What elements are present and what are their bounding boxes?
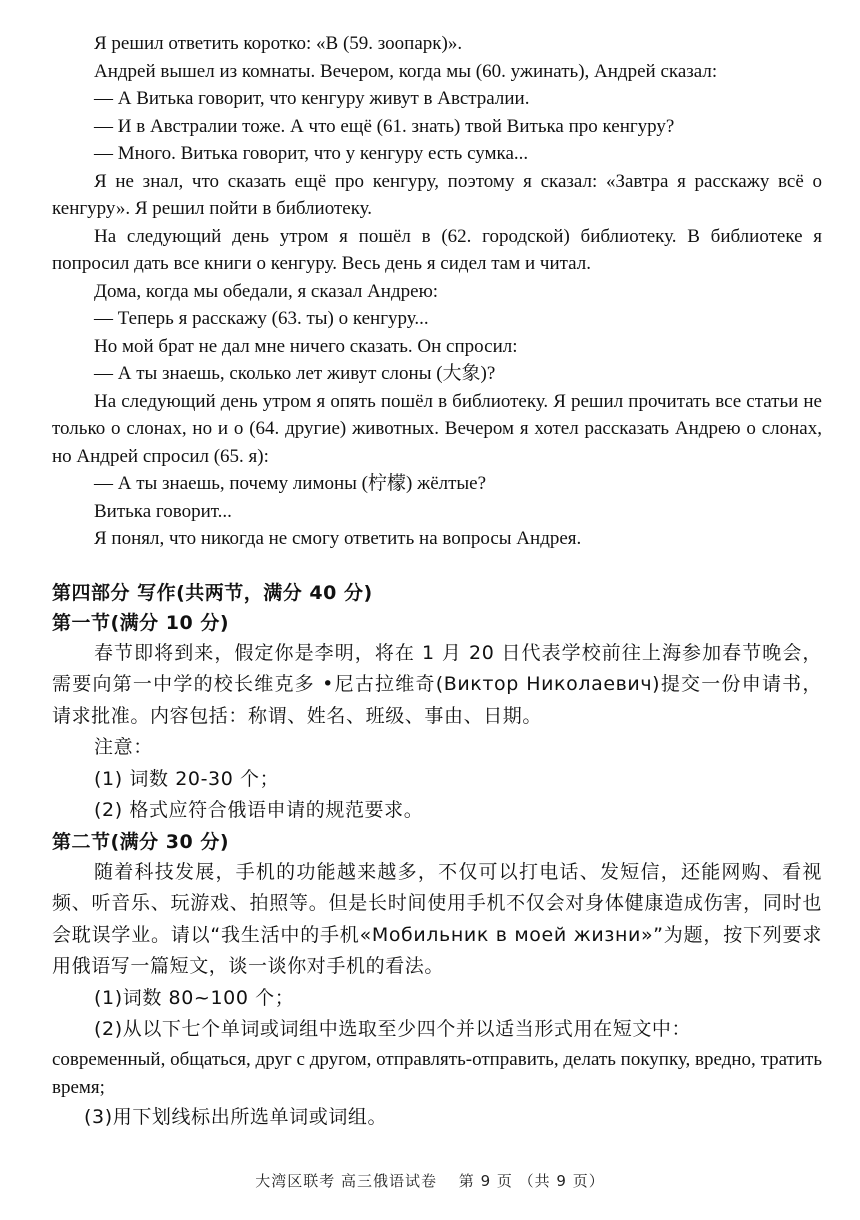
section1-title: 第一节(满分 10 分): [52, 611, 230, 634]
story-paragraph: На следующий день утром я опять пошёл в библиотеку. Я решил прочитать все статьи не только о слонах, но и о (64. другие) животных. Вечером я хотел рассказать Андрею о слонах, но Андрей спросил (65. я):: [52, 390, 822, 467]
story-paragraph: — Много. Витька говорит, что у кенгуру есть сумка...: [94, 143, 529, 164]
story-paragraph: На следующий день утром я пошёл в (62. городской) библиотеку. В библиотеке я попросил дать все книги о кенгуру. Весь день я сидел там и читал.: [52, 225, 822, 274]
section2-requirement: (2)从以下七个单词或词组中选取至少四个并以适当形式用在短文中：: [94, 1018, 692, 1040]
section1-prompt: 春节即将到来，假定你是李明，将在 1 月 20 日代表学校前往上海参加春节晚会，需要向第一中学的校长维克多 •尼古拉维奇(Виктор Николаевич)提交一份申请书，请求批准。内容包括：称谓、姓名、班级、事由、日期。: [52, 641, 822, 727]
section2-title: 第二节(满分 30 分): [52, 830, 230, 853]
story-paragraph: Я решил ответить коротко: «В (59. зоопарк)».: [94, 33, 463, 54]
story-paragraph: Я понял, что никогда не смогу ответить на вопросы Андрея.: [94, 528, 582, 549]
section2-prompt: 随着科技发展，手机的功能越来越多，不仅可以打电话、发短信，还能网购、看视频、听音乐、玩游戏、拍照等。但是长时间使用手机不仅会对身体健康造成伤害，同时也会耽误学业。请以“我生活中的手机«Мобильник в моей жизни»”为题，按下列要求用俄语写一篇短文，谈一谈你对手机的看法。: [52, 860, 822, 977]
part4-title: 第四部分 写作(共两节，满分 40 分): [52, 581, 373, 604]
page-footer: 大湾区联考 高三俄语试卷 第 9 页 （共 9 页）: [255, 1172, 605, 1190]
word-list: современный, общаться, друг с другом, отправлять-отправить, делать покупку, вредно, тратить время;: [52, 1048, 822, 1098]
section2-requirement: (3)用下划线标出所选单词或词组。: [84, 1105, 388, 1128]
section1-requirement: (2) 格式应符合俄语申请的规范要求。: [94, 799, 424, 821]
story-paragraph: — Теперь я расскажу (63. ты) о кенгуру...: [94, 308, 429, 329]
story-paragraph: — И в Австралии тоже. А что ещё (61. знать) твой Витька про кенгуру?: [94, 115, 675, 137]
story-paragraph: — А Витька говорит, что кенгуру живут в Австралии.: [94, 88, 530, 109]
story-text: [52, 30, 822, 553]
note-label: 注意：: [94, 736, 153, 758]
story-paragraph: — А ты знаешь, сколько лет живут слоны (大象)?: [94, 363, 496, 384]
story-paragraph: — А ты знаешь, почему лимоны (柠檬) жёлтые?: [94, 473, 487, 494]
story-paragraph: Дома, когда мы обедали, я сказал Андрею:: [94, 280, 439, 302]
story-paragraph: Андрей вышел из комнаты. Вечером, когда мы (60. ужинать), Андрей сказал:: [94, 60, 718, 82]
exam-page: [52, 30, 822, 1133]
section1-requirement: (1) 词数 20-30 个；: [94, 767, 280, 790]
section2-requirement: (1)词数 80~100 个；: [94, 986, 295, 1009]
writing-section: [52, 578, 822, 1134]
story-paragraph: Витька говорит...: [94, 500, 232, 522]
story-paragraph: Я не знал, что сказать ещё про кенгуру, поэтому я сказал: «Завтра я расскажу всё о кенгуру». Я решил пойти в библиотеку.: [52, 170, 822, 219]
story-paragraph: Но мой брат не дал мне ничего сказать. Он спросил:: [94, 335, 518, 357]
